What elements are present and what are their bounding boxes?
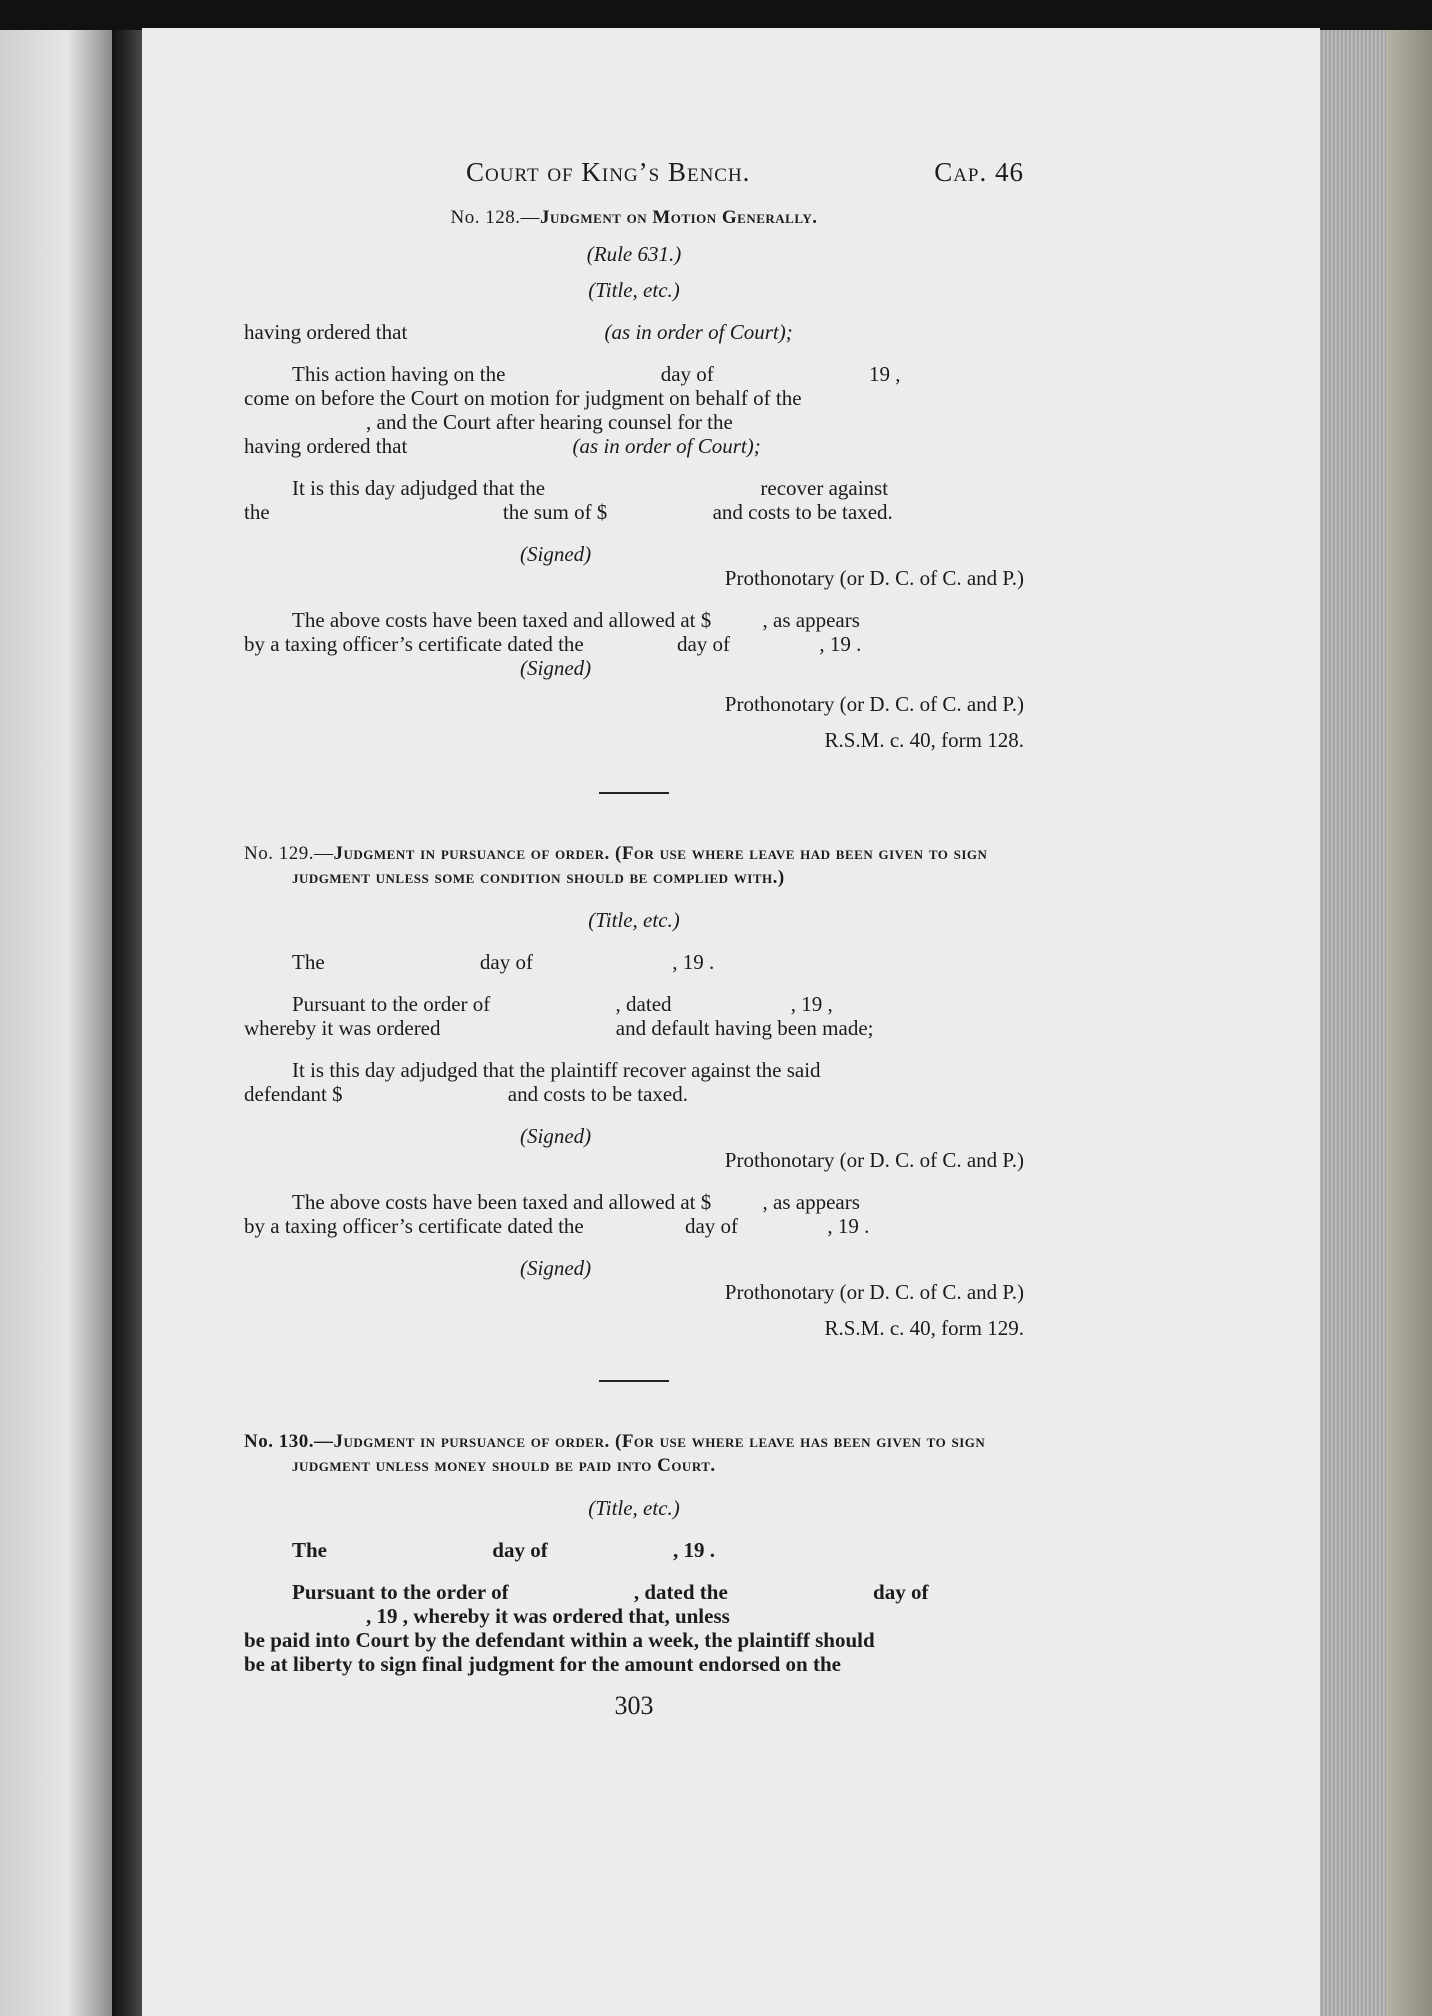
form-128-line1: having ordered that (as in order of Court); bbox=[244, 320, 793, 344]
page-stack-edge bbox=[1320, 30, 1386, 2016]
form-129-signed-1: (Signed) bbox=[520, 1124, 592, 1148]
book-gutter bbox=[112, 30, 142, 2016]
section-divider bbox=[599, 1380, 669, 1382]
section-divider bbox=[599, 792, 669, 794]
form-130-title-etc: (Title, etc.) bbox=[588, 1496, 680, 1520]
form-129-signed-2: (Signed) bbox=[520, 1256, 592, 1280]
form-128-costs: The above costs have been taxed and allowed at $ , as appears by a taxing officer’s certificate dated the day of , 19 . bbox=[244, 608, 862, 656]
form-128-title-etc: (Title, etc.) bbox=[588, 278, 680, 302]
form-129-para2: It is this day adjudged that the plaintiff recover against the said defendant $ and costs to be taxed. bbox=[244, 1058, 821, 1106]
form-129-date-line: The day of , 19 . bbox=[292, 950, 715, 974]
form-129-prothonotary-2: Prothonotary (or D. C. of C. and P.) bbox=[724, 1280, 1024, 1304]
header-title: Court of King’s Bench. bbox=[466, 157, 751, 187]
form-128-para1: This action having on the day of 19 , come on before the Court on motion for judgment on behalf of the , and the Court after hearing counsel for the having ordered that (as in order of Court); bbox=[244, 362, 901, 458]
form-128-para2: It is this day adjudged that the recover against the the sum of $ and costs to be taxed. bbox=[244, 476, 893, 524]
form-129-title: No. 129.—Judgment in pursuance of order. (For use where leave had been given to sign judgment unless some condition should be complied with.) bbox=[244, 843, 988, 888]
facing-page-edge bbox=[0, 30, 112, 2016]
form-129-reference: R.S.M. c. 40, form 129. bbox=[824, 1316, 1024, 1340]
form-128-title: No. 128.—Judgment on Motion Generally. bbox=[450, 207, 818, 228]
book-cover-edge bbox=[1386, 30, 1432, 2016]
form-128-rule: (Rule 631.) bbox=[586, 242, 682, 266]
form-130-date-line: The day of , 19 . bbox=[292, 1538, 715, 1562]
form-129-title-etc: (Title, etc.) bbox=[588, 908, 680, 932]
form-129-para1: Pursuant to the order of , dated , 19 , whereby it was ordered and default having been made; bbox=[244, 992, 874, 1040]
header-chapter: Cap. 46 bbox=[934, 157, 1024, 187]
form-128-signed-2: (Signed) bbox=[520, 656, 592, 680]
page-number: 303 bbox=[614, 1691, 654, 1720]
form-130-title: No. 130.—Judgment in pursuance of order. (For use where leave has been given to sign judgment unless money should be paid into Court. bbox=[244, 1431, 986, 1476]
form-128-signed-1: (Signed) bbox=[520, 542, 592, 566]
form-128-prothonotary-1: Prothonotary (or D. C. of C. and P.) bbox=[724, 566, 1024, 590]
form-129-prothonotary-1: Prothonotary (or D. C. of C. and P.) bbox=[724, 1148, 1024, 1172]
form-130-para1: Pursuant to the order of , dated the day of , 19 , whereby it was ordered that, unless be paid into Court by the defendant within a week, the plaintiff should be at liberty to sign final judgment for the amount endorsed on the bbox=[244, 1580, 929, 1676]
page-content bbox=[244, 157, 1024, 1720]
form-128-reference: R.S.M. c. 40, form 128. bbox=[824, 728, 1024, 752]
running-header bbox=[466, 157, 1024, 187]
form-128-prothonotary-2: Prothonotary (or D. C. of C. and P.) bbox=[724, 692, 1024, 716]
form-129-costs: The above costs have been taxed and allowed at $ , as appears by a taxing officer’s certificate dated the day of , 19 . bbox=[244, 1190, 870, 1238]
